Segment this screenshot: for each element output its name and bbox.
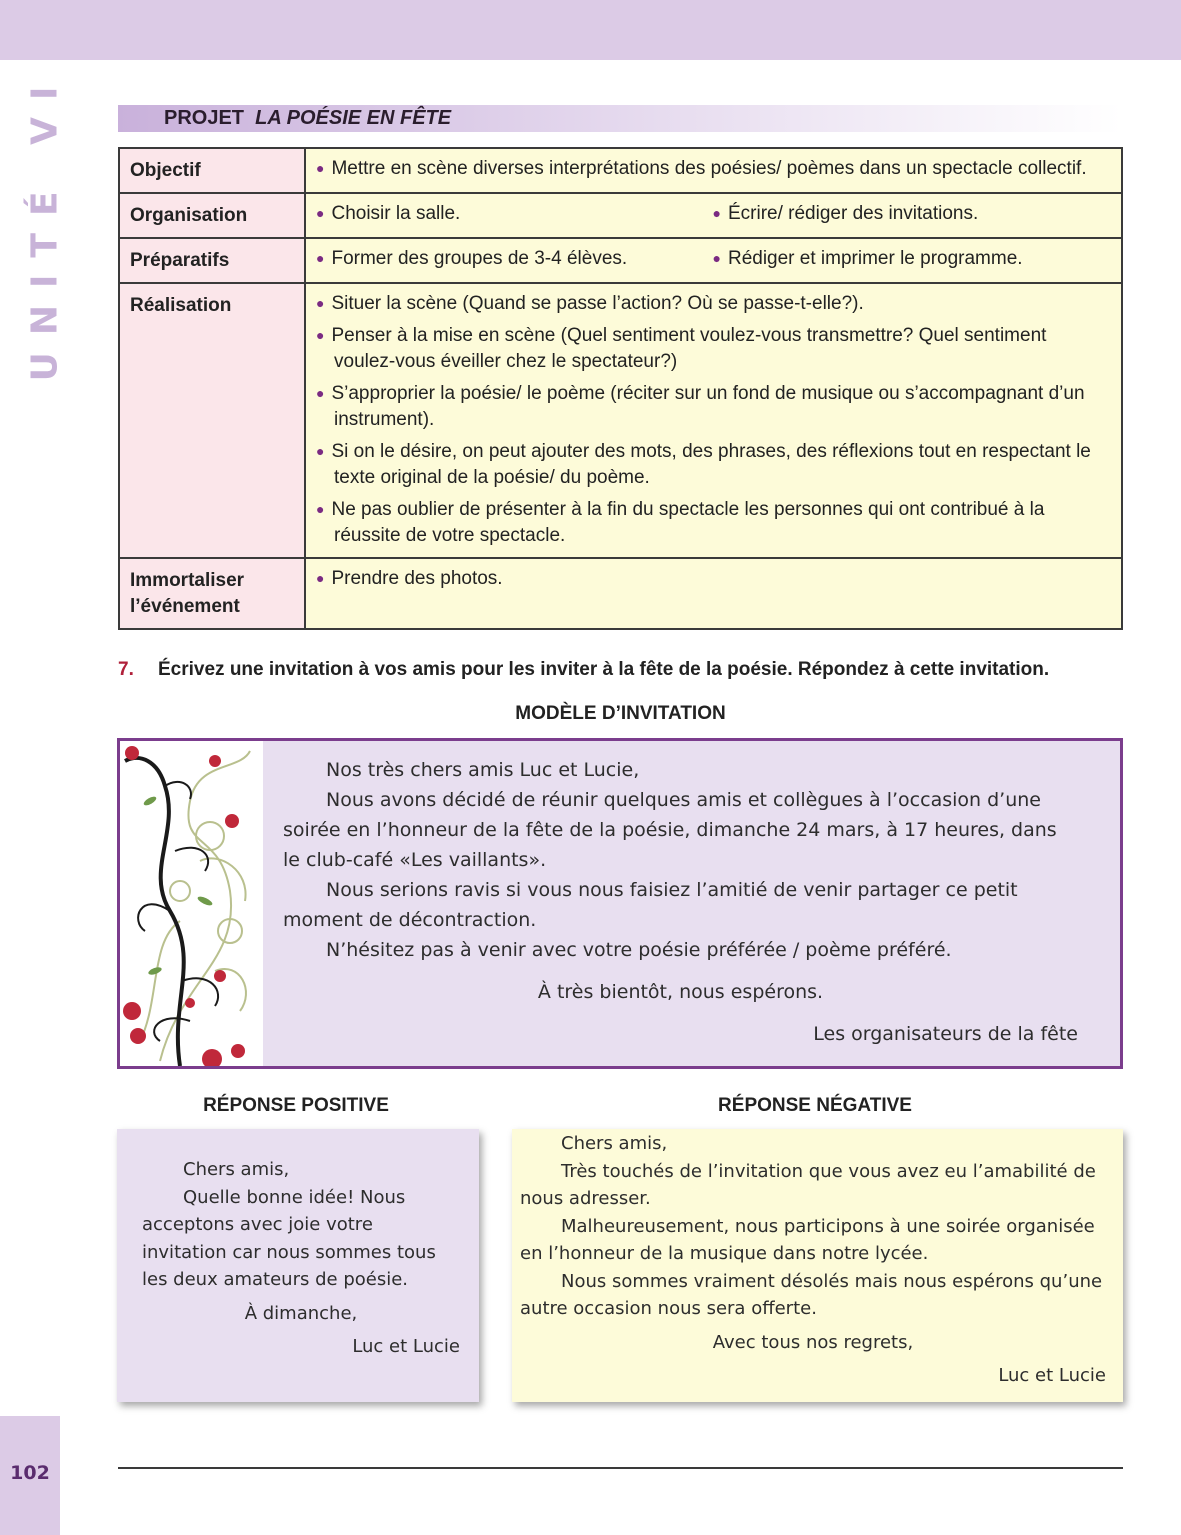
negative-response-card (512, 1129, 1123, 1402)
row-objectif (119, 148, 1122, 193)
objectif-item: Mettre en scène diverses interprétations des poésies/ poèmes dans un spectacle collectif. (331, 158, 1087, 179)
floral-decoration-icon (120, 741, 263, 1066)
realisation-item-text: Si on le désire, on peut ajouter des mots, des phrases, des réflexions tout en respectant le texte original de la poésie/ du poème. (331, 441, 1091, 488)
organisation-item-1: Choisir la salle. (331, 203, 461, 224)
positive-greeting: Chers amis, (183, 1159, 290, 1180)
bullet-icon: ● (316, 443, 325, 459)
bullet-icon: ● (316, 385, 325, 401)
invitation-greeting: Nos très chers amis Luc et Lucie, (326, 759, 640, 781)
negative-signature: Luc et Lucie (998, 1365, 1106, 1386)
row-organisation (119, 193, 1122, 238)
positive-body: Quelle bonne idée! Nous acceptons avec joie votre invitation car nous sommes tous les deux amateurs de poésie. (142, 1186, 436, 1290)
top-header-band (0, 0, 1181, 60)
invitation-closing: À très bientôt, nous espérons. (537, 981, 824, 1003)
realisation-item-text: Ne pas oublier de présenter à la fin du spectacle les personnes qui ont contribué à la réussite de votre spectacle. (331, 499, 1045, 546)
realisation-item-text: S’approprier la poésie/ le poème (réciter sur un fond de musique ou s’accompagnant d’un instrument). (331, 383, 1085, 430)
unit-side-label (10, 69, 80, 381)
negative-paragraph: Très touchés de l’invitation que vous avez eu l’amabilité de nous adresser. (520, 1160, 1096, 1209)
project-table (118, 147, 1123, 630)
unit-label: UNITÉ VI (24, 69, 66, 381)
positive-text (142, 1156, 460, 1361)
row-immortaliser (119, 558, 1122, 629)
realisation-item-text: Situer la scène (Quand se passe l’action? Où se passe-t-elle?). (331, 293, 864, 314)
label-realisation: Réalisation (119, 283, 305, 558)
model-title: MODÈLE D’INVITATION (515, 703, 726, 724)
label-organisation: Organisation (119, 193, 305, 238)
organisation-item-2: Écrire/ rédiger des invitations. (727, 203, 979, 224)
bullet-icon: ● (316, 501, 325, 517)
row-preparatifs (119, 238, 1122, 283)
exercise-7 (118, 659, 1123, 681)
label-line-2: l’événement (130, 596, 240, 617)
bullet-icon: ● (316, 570, 325, 586)
project-name: LA POÉSIE EN FÊTE (255, 107, 452, 129)
page-number: 102 (10, 1462, 50, 1484)
invitation-card (117, 738, 1123, 1069)
list-item (316, 291, 1109, 317)
value-objectif (305, 148, 1122, 193)
positive-title: RÉPONSE POSITIVE (203, 1095, 389, 1116)
list-item (316, 439, 1109, 491)
invitation-paragraph: N’hésitez pas à venir avec votre poésie préférée / poème préféré. (326, 939, 952, 961)
bullet-icon: ● (316, 295, 325, 311)
preparatifs-item-2: Rédiger et imprimer le programme. (727, 248, 1023, 269)
negative-paragraph: Malheureusement, nous participons à une soirée organisée en l’honneur de la musique dans notre lycée. (520, 1215, 1095, 1264)
invitation-text (283, 755, 1078, 1049)
exercise-text: Écrivez une invitation à vos amis pour les inviter à la fête de la poésie. Répondez à cette invitation. (158, 659, 1050, 680)
project-title (164, 107, 451, 130)
value-preparatifs (305, 238, 1122, 283)
invitation-signature: Les organisateurs de la fête (813, 1023, 1078, 1045)
label-preparatifs: Préparatifs (119, 238, 305, 283)
bullet-icon: ● (316, 205, 325, 221)
bottom-divider (118, 1467, 1123, 1469)
exercise-number: 7. (118, 659, 134, 680)
list-item (316, 381, 1109, 433)
invitation-paragraph: Nous avons décidé de réunir quelques amis et collègues à l’occasion d’une soirée en l’honneur de la fête de la poésie, dimanche 24 mars, à 17 heures, dans le club-café «Les vaillants». (283, 789, 1057, 871)
negative-paragraph: Nous sommes vraiment désolés mais nous espérons qu’une autre occasion nous sera offerte. (520, 1270, 1103, 1319)
bullet-icon: ● (316, 327, 325, 343)
label-objectif: Objectif (119, 148, 305, 193)
negative-greeting: Chers amis, (561, 1133, 668, 1154)
project-title-bar (118, 105, 1122, 132)
bullet-icon: ● (316, 160, 325, 176)
negative-text (520, 1130, 1106, 1390)
preparatifs-item-1: Former des groupes de 3-4 élèves. (331, 248, 628, 269)
immortaliser-item: Prendre des photos. (331, 568, 503, 589)
value-realisation (305, 283, 1122, 558)
list-item (316, 497, 1109, 549)
label-line-1: Immortaliser (130, 570, 245, 591)
invitation-paragraph: Nous serions ravis si vous nous faisiez l’amitié de venir partager ce petit moment de décontraction. (283, 879, 1018, 931)
bullet-icon: ● (712, 250, 721, 266)
positive-response-card (117, 1129, 479, 1402)
label-immortaliser (119, 558, 305, 629)
negative-title: RÉPONSE NÉGATIVE (718, 1095, 912, 1116)
value-organisation (305, 193, 1122, 238)
list-item (316, 323, 1109, 375)
project-prefix: PROJET (164, 107, 245, 129)
value-immortaliser (305, 558, 1122, 629)
positive-signature: Luc et Lucie (352, 1336, 460, 1357)
positive-closing: À dimanche, (244, 1302, 358, 1324)
bullet-icon: ● (316, 250, 325, 266)
negative-closing: Avec tous nos regrets, (712, 1331, 914, 1353)
realisation-item-text: Penser à la mise en scène (Quel sentiment voulez-vous transmettre? Quel sentiment voulez-vous éveiller chez le spectateur?) (331, 325, 1047, 372)
row-realisation (119, 283, 1122, 558)
bullet-icon: ● (712, 205, 721, 221)
